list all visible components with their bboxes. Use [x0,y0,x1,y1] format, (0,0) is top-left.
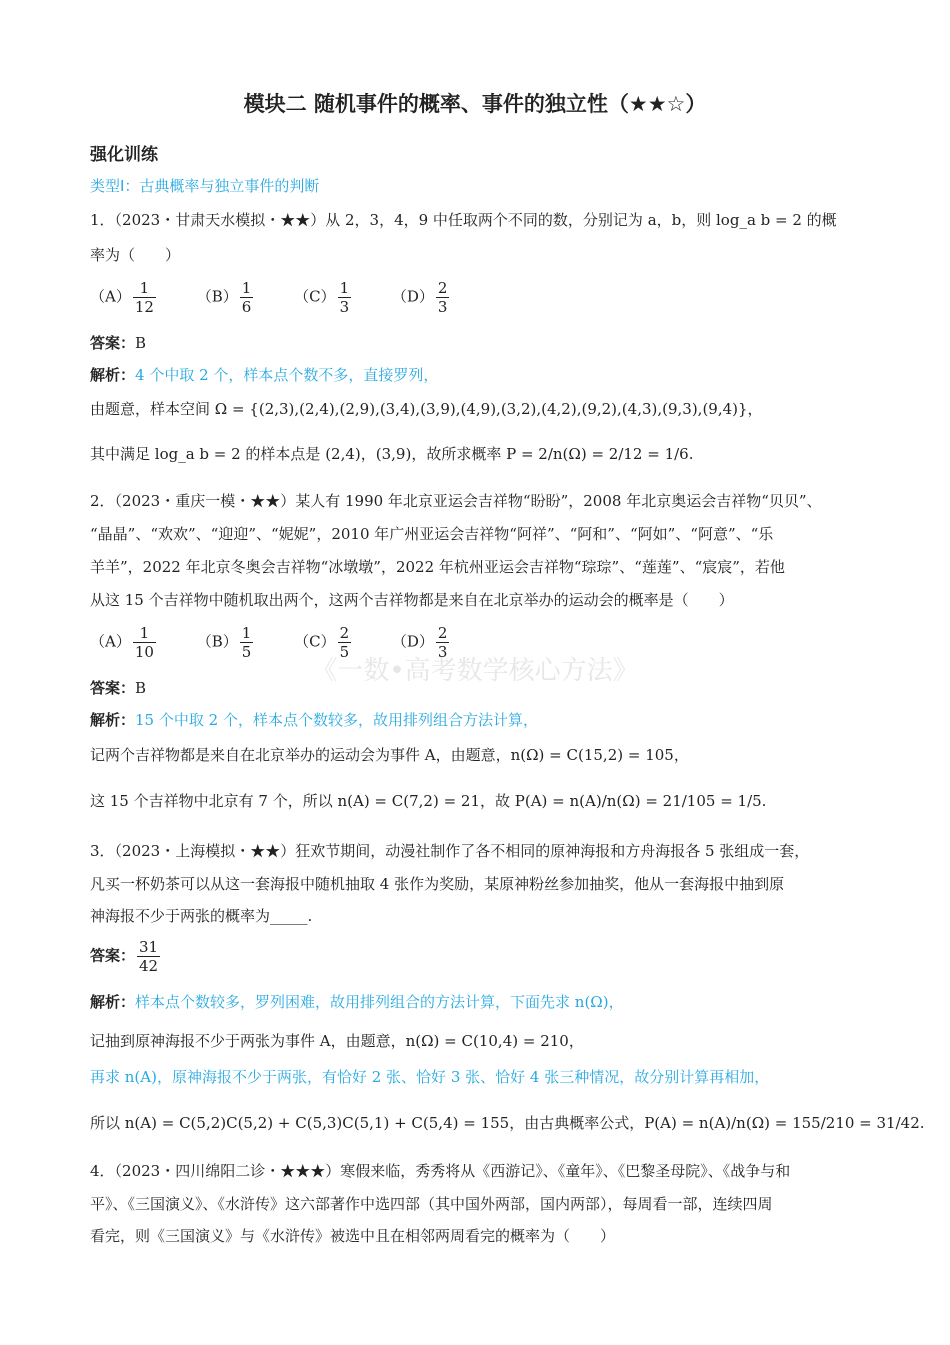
q2-option-a[interactable]: （A） $\frac{1}{10}$ [90,624,154,661]
section-heading: 强化训练 [90,145,158,165]
q4-line1: 4．（2023・四川绵阳二诊・★★★）寒假来临，秀秀将从《西游记》、《童年》、《巴黎圣母院》、《战争与和 [90,1162,791,1180]
q4-line3: 看完，则《三国演义》与《水浒传》被选中且在相邻两周看完的概率为（ ） [90,1227,616,1245]
q2-line3: 羊羊”，2022 年北京冬奥会吉祥物“冰墩墩”，2022 年杭州亚运会吉祥物“琮琮”、“莲莲”、“宸宸”，若他 [90,558,785,576]
q2-option-b[interactable]: （B） $\frac{1}{5}$ [196,624,252,661]
q3-result: 所以 n(A) = C(5,2)C(5,2) + C(5,3)C(5,1) + C(5,4) = 155，由古典概率公式，P(A) = n(A)/n(Ω) = 155/210 = 31/42. [90,1114,925,1132]
page-title: 模块二 随机事件的概率、事件的独立性（★★☆） [243,92,707,116]
q1-answer: 答案：B [90,334,147,352]
q2-options [90,624,865,661]
q1-line1 [90,209,865,230]
q3-line3: 神海报不少于两张的概率为_____. [90,907,313,925]
q1-sample-space: 由题意，样本空间 Ω = {(2,3),(2,4),(2,9),(3,4),(3,9),(4,9),(3,2),(4,2),(9,2),(4,3),(9,3),(9,4)}， [90,400,763,418]
category-heading: 类型Ⅰ：古典概率与独立事件的判断 [90,177,320,195]
q2-option-d[interactable]: （D） $\frac{2}{3}$ [391,624,448,661]
q1-options [90,279,865,316]
q2-line1: 2．（2023・重庆一模・★★）某人有 1990 年北京亚运会吉祥物“盼盼”，2008 年北京奥运会吉祥物“贝贝”、 [90,492,822,510]
q3-answer: 答案： $\frac{31}{42}$ [90,938,159,975]
q3-hint2: 再求 n(A)，原神海报不少于两张，有恰好 2 张、恰好 3 张、恰好 4 张三种情况，故分别计算再相加， [90,1068,770,1086]
q2-result: 这 15 个吉祥物中北京有 7 个，所以 n(A) = C(7,2) = 21，故 P(A) = n(A)/n(Ω) = 21/105 = 1/5. [90,792,767,810]
q1-option-d[interactable]: （D） $\frac{2}{3}$ [391,279,448,316]
q3-line2: 凡买一杯奶茶可以从这一套海报中随机抽取 4 张作为奖励，某原神粉丝参加抽奖，他从一套海报中抽到原 [90,875,785,893]
q1-stem-text: 1．（2023・甘肃天水模拟・★★）从 2，3，4，9 中任取两个不同的数，分别记为 a，b，则 log_a b = 2 的概 [90,211,837,229]
q4-line2: 平》、《三国演义》、《水浒传》这六部著作中选四部（其中国外两部，国内两部），每周看一部，连续四周 [90,1195,773,1213]
q2-line2: “晶晶”、“欢欢”、“迎迎”、“妮妮”，2010 年广州亚运会吉祥物“阿祥”、“阿和”、“阿如”、“阿意”、“乐 [90,525,774,543]
q2-line4: 从这 15 个吉祥物中随机取出两个，这两个吉祥物都是来自在北京举办的运动会的概率是（ ） [90,591,734,609]
q2-answer: 答案：B [90,679,147,697]
q3-event: 记抽到原神海报不少于两张为事件 A，由题意，n(Ω) = C(10,4) = 210， [90,1032,584,1050]
watermark: 《一数•高考数学核心方法》 [311,656,639,686]
q2-option-c[interactable]: （C） $\frac{2}{5}$ [294,624,350,661]
q1-analysis: 解析：4 个中取 2 个，样本点个数不多，直接罗列， [90,366,439,384]
q3-analysis: 解析：样本点个数较多，罗列困难，故用排列组合的方法计算，下面先求 n(Ω)， [90,993,624,1011]
q2-analysis: 解析：15 个中取 2 个，样本点个数较多，故用排列组合方法计算， [90,711,538,729]
q1-option-b[interactable]: （B） $\frac{1}{6}$ [196,279,252,316]
q1-result: 其中满足 log_a b = 2 的样本点是 (2,4)，(3,9)，故所求概率 P = 2/n(Ω) = 2/12 = 1/6. [90,445,694,463]
q2-event: 记两个吉祥物都是来自在北京举办的运动会为事件 A，由题意，n(Ω) = C(15,2) = 105， [90,746,689,764]
q1-option-c[interactable]: （C） $\frac{1}{3}$ [294,279,350,316]
q3-line1: 3．（2023・上海模拟・★★）狂欢节期间，动漫社制作了各不相同的原神海报和方舟海报各 5 张组成一套， [90,842,810,860]
q1-line2: 率为（ ） [90,246,181,264]
q1-option-a[interactable]: （A） $\frac{1}{12}$ [90,279,154,316]
